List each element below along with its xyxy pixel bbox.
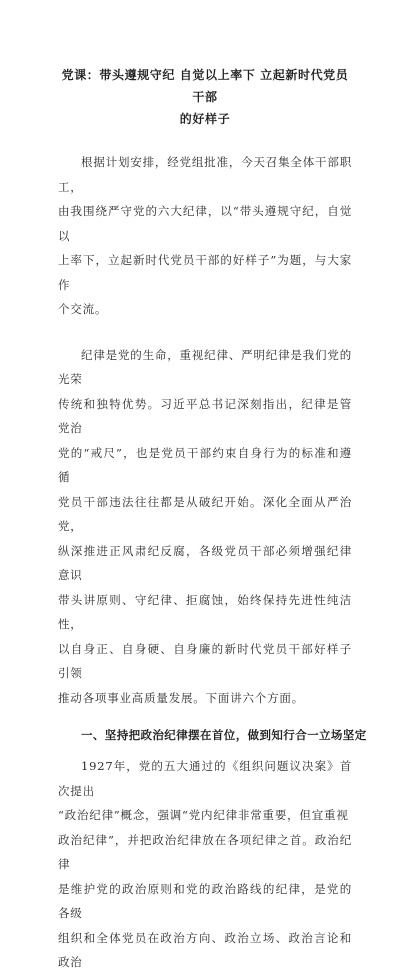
paragraph-line: 上率下，立起新时代党员干部的好样子”为题，与大家作 xyxy=(58,253,352,292)
paragraph-line: 纵深推进正风肃纪反腐，各级党员干部必须增强纪律意识 xyxy=(58,543,352,582)
paragraph-line: 党的“戒尺”，也是党员干部约束自身行为的标准和遵循 xyxy=(58,445,352,484)
paragraph-line: 政治纪律”，并把政治纪律放在各项纪律之首。政治纪律 xyxy=(58,832,352,871)
intro-paragraph xyxy=(58,150,352,322)
paragraph-line: 由我围绕严守党的六大纪律，以“带头遵规守纪，自觉以 xyxy=(58,204,352,243)
paragraph-line: 组织和全体党员在政治方向、政治立场、政治言论和政治 xyxy=(58,930,352,969)
paragraph-line: 纪律是党的生命，重视纪律、严明纪律是我们党的光荣 xyxy=(58,347,352,386)
discipline-paragraph xyxy=(58,343,352,711)
title-line-2: 的好样子 xyxy=(179,112,231,126)
document-title xyxy=(58,64,352,130)
paragraph-line: “政治纪律”概念，强调“党内纪律非常重要，但宜重视 xyxy=(58,808,349,822)
section-heading-1: 一、坚持把政治纪律摆在首位，做到知行合一立场坚定 xyxy=(81,728,367,742)
paragraph-line: 个交流。 xyxy=(58,302,108,316)
paragraph-line: 推动各项事业高质量发展。下面讲六个方面。 xyxy=(58,690,304,705)
title-line-1: 党课：带头遵规守纪 自觉以上率下 立起新时代党员干部 xyxy=(61,68,349,104)
paragraph-line: 根据计划安排，经党组批准，今天召集全体干部职工， xyxy=(58,155,352,194)
paragraph-line: 1927年，党的五大通过的《组织问题议决案》首次提出 xyxy=(58,759,352,798)
paragraph-line: 是维护党的政治原则和党的政治路线的纪律，是党的各级 xyxy=(58,881,352,920)
paragraph-line: 党员干部违法往往都是从破纪开始。深化全面从严治党， xyxy=(58,494,352,533)
paragraph-line: 传统和独特优势。习近平总书记深刻指出，纪律是管党治 xyxy=(58,396,352,435)
paragraph-line: 带头讲原则、守纪律、拒腐蚀，始终保持先进性纯洁性， xyxy=(58,592,352,631)
paragraph-line: 以自身正、自身硬、自身廉的新时代党员干部好样子引领 xyxy=(58,641,352,680)
political-discipline-paragraph xyxy=(58,754,352,975)
